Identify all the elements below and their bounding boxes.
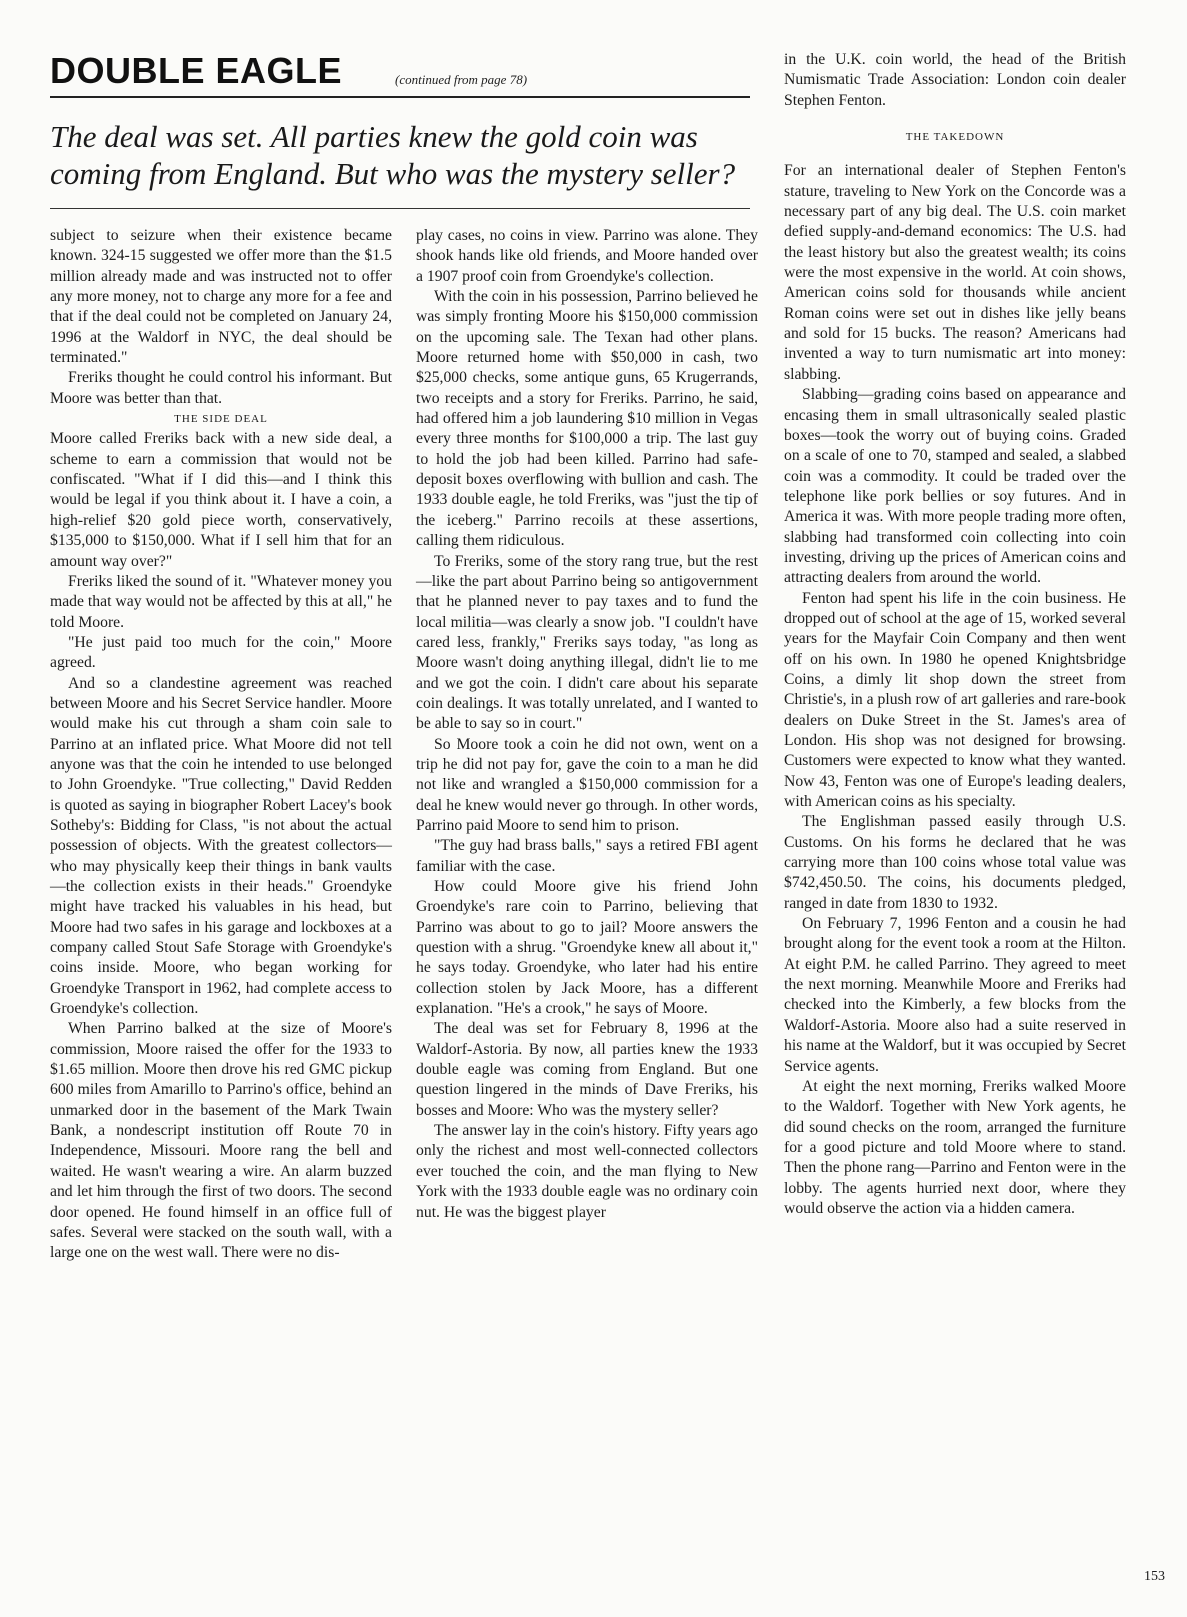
header-rule bbox=[50, 96, 750, 98]
section-title: DOUBLE EAGLE bbox=[50, 50, 343, 91]
paragraph: For an international dealer of Stephen Fenton's stature, traveling to New York on the Concorde was a necessary part of any big deal. The U.S. coin market defied supply-and-demand economics: The U.S. had the least history but also the greatest wealth; its coins were the most expensive in the world. At coin shows, American coins sold for thousands while ancient Roman coins were set out in dishes like jelly beans and sold for 15 bucks. The reason? Americans had invented a way to turn numismatic art into money: slabbing. bbox=[784, 162, 1126, 383]
page-number: 153 bbox=[1144, 1569, 1165, 1584]
deck-headline: The deal was set. All parties knew the gold coin was coming from England. But who was the mystery seller? bbox=[50, 119, 736, 191]
paragraph: Moore called Freriks back with a new side deal, a scheme to earn a commission that would not be confiscated. "What if I did this—and I think this would be legal if you think about it. I have a coin, a high-relief $20 gold piece worth, conservatively, $135,000 to $150,000. What if I sell him that for an amount way over?" bbox=[50, 430, 392, 570]
subhead-takedown: THE TAKEDOWN bbox=[905, 131, 1005, 144]
paragraph: The answer lay in the coin's history. Fifty years ago only the richest and most well-connected collectors ever touched the coin, and the man flying to New York with the 1933 double eagle was no ordinary coin nut. He was the biggest player bbox=[416, 1122, 758, 1221]
paragraph: When Parrino balked at the size of Moore's commission, Moore raised the offer for the 1933 to $1.65 million. Moore then drove his red GMC pickup 600 miles from Amarillo to Parrino's office, behind an unmarked door in the basement of the Mark Twain Bank, a nondescript institution off Route 70 in Independence, Missouri. Moore rang the bell and waited. He wasn't wearing a wire. An alarm buzzed and let him through the first of two doors. The second door opened. He found himself in an office full of safes. Several were stacked on the south wall, with a large one on the west wall. There were no dis- bbox=[50, 1020, 392, 1262]
column-2 bbox=[416, 226, 758, 1223]
column-3 bbox=[784, 50, 1126, 1219]
paragraph: The deal was set for February 8, 1996 at the Waldorf-Astoria. By now, all parties knew the 1933 double eagle was coming from England. But one question lingered in the minds of Dave Freriks, his bosses and Moore: Who was the mystery seller? bbox=[416, 1020, 758, 1119]
paragraph: subject to seizure when their existence became known. 324-15 suggested we offer more than the $1.5 million already made and was instructed not to offer any more money, not to charge any more for a fee and that if the deal could not be completed on January 24, 1996 at the Waldorf in NYC, the deal should be terminated." bbox=[50, 227, 392, 367]
paragraph: Freriks thought he could control his informant. But Moore was better than that. bbox=[50, 369, 392, 407]
column-1 bbox=[50, 226, 392, 1264]
paragraph: On February 7, 1996 Fenton and a cousin he had brought along for the event took a room at the Hilton. At eight P.M. he called Parrino. They agreed to meet the next morning. Meanwhile Moore and Freriks had checked into the Kimberly, a few blocks from the Waldorf-Astoria. Moore also had a suite reserved in his name at the Waldorf, but it was occupied by Secret Service agents. bbox=[784, 915, 1126, 1075]
continued-note: (continued from page 78) bbox=[395, 72, 528, 87]
paragraph: "The guy had brass balls," says a retired FBI agent familiar with the case. bbox=[416, 837, 758, 875]
paragraph: To Freriks, some of the story rang true, but the rest—like the part about Parrino being so antigovernment that he planned never to pay taxes and to fund the local militia—was clearly a snow job. "I couldn't have cared less, frankly," Freriks says today, "as long as Moore wasn't doing anything illegal, didn't lie to me and we got the coin. I didn't care about his separate coin dealings. It was totally unrelated, and I wanted to be able to say so in court." bbox=[416, 552, 758, 733]
paragraph: Freriks liked the sound of it. "Whatever money you made that way would not be affected by this at all," he told Moore. bbox=[50, 572, 392, 631]
paragraph: At eight the next morning, Freriks walked Moore to the Waldorf. Together with New York agents, he did sound checks on the room, arranged the furniture for a good picture and told Moore where to stand. Then the phone rang—Parrino and Fenton were in the lobby. The agents hurried next door, where they would observe the action via a hidden camera. bbox=[784, 1077, 1126, 1217]
paragraph: Fenton had spent his life in the coin business. He dropped out of school at the age of 15, worked several years for the Mayfair Coin Company and then went off on his own. In 1980 he opened Knightsbridge Coins, a dimly lit shop down the street from Christie's, in a plush row of art galleries and rare-book dealers on Duke Street in the St. James's area of London. His shop was not designed for browsing. Customers were expected to know what they wanted. Now 43, Fenton was one of Europe's leading dealers, with American coins as his specialty. bbox=[784, 589, 1126, 811]
subhead-side-deal: THE SIDE DEAL bbox=[174, 413, 268, 426]
paragraph: So Moore took a coin he did not own, went on a trip he did not pay for, gave the coin to a man he did not like and wrangled a $150,000 commission for a deal he knew would never go through. In other words, Parrino paid Moore to send him to prison. bbox=[416, 735, 758, 834]
deck-rule bbox=[50, 208, 750, 209]
paragraph: Slabbing—grading coins based on appearance and encasing them in small ultrasonically sealed plastic boxes—took the worry out of buying coins. Graded on a scale of one to 70, stamped and sealed, a slabbed coin was a commodity. It could be traded over the telephone like pork bellies or soy futures. And in America it was. With more people trading more often, slabbing had transformed coin collecting into coin investing, driving up the prices of American coins and attracting dealers from around the world. bbox=[784, 386, 1126, 587]
paragraph: "He just paid too much for the coin," Moore agreed. bbox=[50, 633, 392, 672]
paragraph: The Englishman passed easily through U.S. Customs. On his forms he declared that he was carrying more than 100 coins whose total value was $742,450.50. The coins, his documents pledged, ranged in date from 1830 to 1932. bbox=[784, 813, 1126, 912]
paragraph: How could Moore give his friend John Groendyke's rare coin to Parrino, believing that Parrino was about to go to jail? Moore answers the question with a shrug. "Groendyke knew all about it," he says today. Groendyke, who later had his entire collection stolen by Jack Moore, has a different explanation. "He's a crook," he says of Moore. bbox=[416, 878, 758, 1018]
paragraph: play cases, no coins in view. Parrino was alone. They shook hands like old friends, and Moore handed over a 1907 proof coin from Groendyke's collection. bbox=[416, 227, 758, 285]
paragraph: And so a clandestine agreement was reached between Moore and his Secret Service handler. Moore would make his cut through a sham coin sale to Parrino at an inflated price. What Moore did not tell anyone was that the coin he intended to use belonged to John Groendyke. "True collecting," David Redden is quoted as saying in biographer Robert Lacey's book Sotheby's: Bidding for Class, "is not about the actual possession of objects. With the greatest collectors—who may physically keep their things in bank vaults—the collection exists in their heads." Groendyke might have tracked his valuables in his head, but Moore had two safes in his garage and lockboxes at a company called Stout Safe Storage with Groendyke's coins inside. Moore, who began working for Groendyke Transport in 1962, had complete access to Groendyke's collection. bbox=[50, 674, 392, 1018]
paragraph: With the coin in his possession, Parrino believed he was simply fronting Moore his $150,000 commission on the upcoming sale. The Texan had other plans. Moore returned home with $50,000 in cash, two $25,000 checks, some antique guns, 65 Krugerrands, two receipts and a story for Freriks. Parrino, he said, had offered him a job laundering $10 million in Vegas every three months for $100,000 a trip. The last guy to hold the job had been killed. Parrino had safe-deposit boxes overflowing with bullion and cash. The 1933 double eagle, he told Freriks, was "just the tip of the iceberg." Parrino recoils at these assertions, calling them ridiculous. bbox=[416, 288, 758, 550]
paragraph: in the U.K. coin world, the head of the British Numismatic Trade Association: London coin dealer Stephen Fenton. bbox=[784, 51, 1126, 109]
